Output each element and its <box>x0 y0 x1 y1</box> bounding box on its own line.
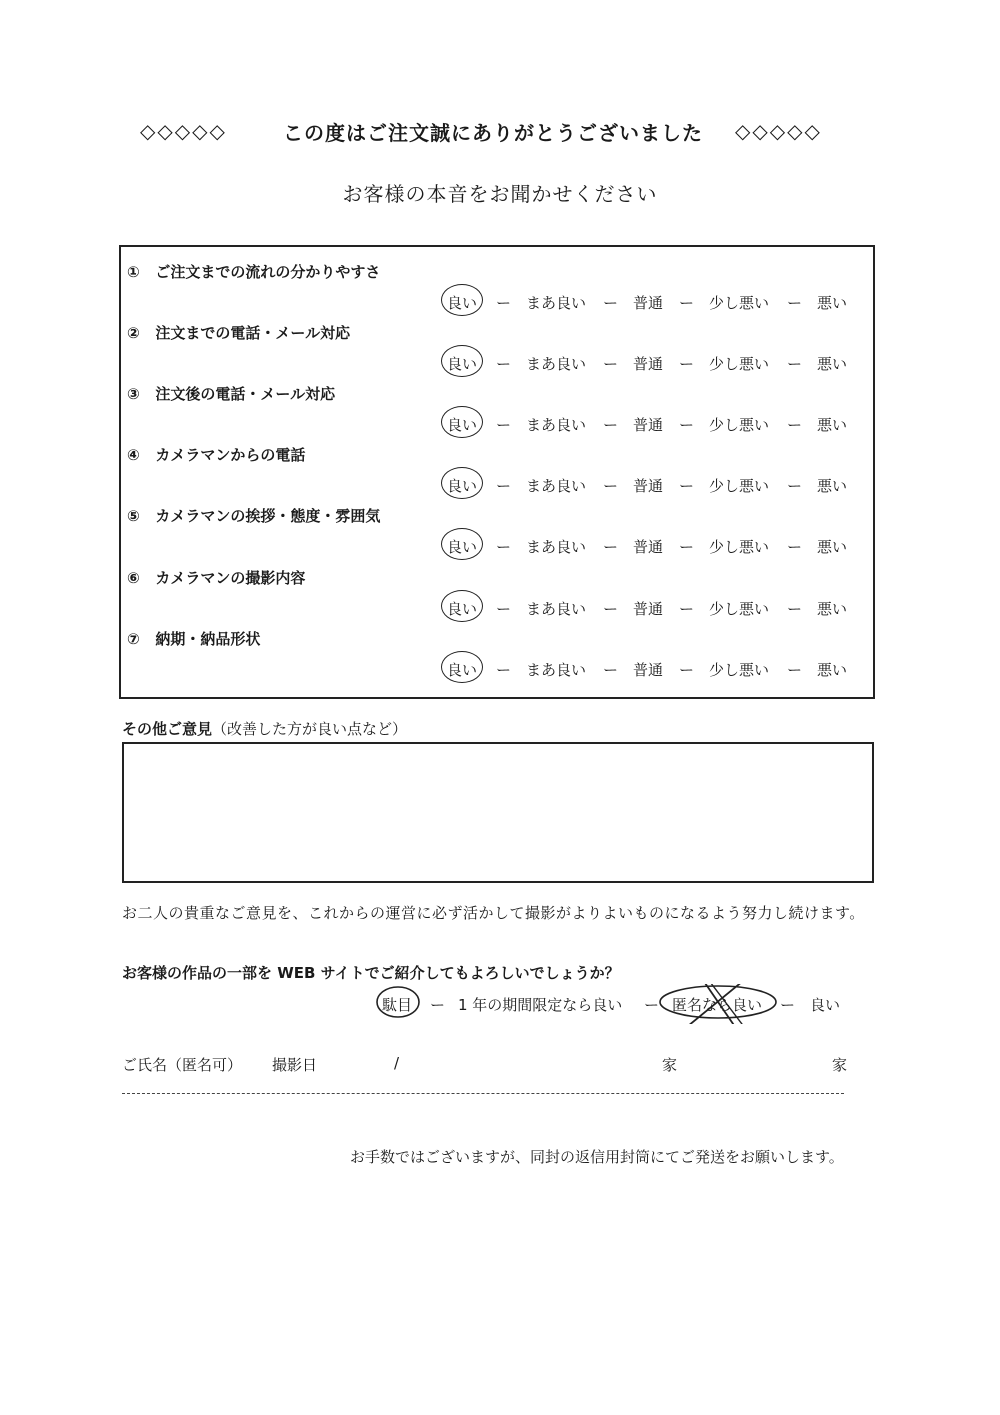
option-yes[interactable]: 良い <box>810 996 841 1014</box>
dash: ー <box>787 477 803 495</box>
rating-row-3 <box>441 406 851 440</box>
question-number: ⑤ <box>127 507 140 525</box>
question-number: ⑥ <box>127 569 140 587</box>
dash: ー <box>603 416 619 434</box>
dash: ー <box>787 416 803 434</box>
option-slightly-bad[interactable]: 少し悪い <box>709 600 770 618</box>
dash: ー <box>603 477 619 495</box>
dash: ー <box>603 294 619 312</box>
option-slightly-bad[interactable]: 少し悪い <box>709 477 770 495</box>
dash: ー <box>496 355 512 373</box>
dash: ー <box>496 477 512 495</box>
dash: ー <box>679 355 695 373</box>
option-bad[interactable]: 悪い <box>817 294 848 312</box>
option-bad[interactable]: 悪い <box>817 538 848 556</box>
question-5 <box>127 505 380 526</box>
question-number: ③ <box>127 385 140 403</box>
question-text: 納期・納品形状 <box>155 630 261 648</box>
dash: ー <box>603 355 619 373</box>
option-bad[interactable]: 悪い <box>817 661 848 679</box>
question-text: カメラマンからの電話 <box>155 446 306 464</box>
shoot-date-label: 撮影日 <box>272 1056 318 1074</box>
option-good[interactable]: 良い <box>447 416 478 434</box>
signature-dashed-line <box>122 1093 844 1094</box>
dash: ー <box>679 661 695 679</box>
dash: ー <box>603 661 619 679</box>
question-3 <box>127 383 335 404</box>
dash: ー <box>679 294 695 312</box>
question-6 <box>127 567 305 588</box>
option-fairly-good[interactable]: まあ良い <box>526 416 587 434</box>
question-1 <box>127 261 380 282</box>
family-name-suffix-2: 家 <box>832 1056 848 1074</box>
option-no[interactable]: 駄目 <box>382 996 413 1014</box>
option-fairly-good[interactable]: まあ良い <box>526 477 587 495</box>
option-anonymous[interactable]: 匿名なら良い <box>672 996 763 1014</box>
family-name-suffix-1: 家 <box>662 1056 678 1074</box>
rating-row-2 <box>441 345 851 379</box>
dash: ー <box>679 600 695 618</box>
rating-row-7 <box>441 651 851 685</box>
dash: ー <box>787 294 803 312</box>
option-fairly-good[interactable]: まあ良い <box>526 355 587 373</box>
option-average[interactable]: 普通 <box>633 477 664 495</box>
dash: ー <box>430 996 446 1014</box>
date-separator: / <box>394 1054 400 1072</box>
option-fairly-good[interactable]: まあ良い <box>526 661 587 679</box>
option-average[interactable]: 普通 <box>633 416 664 434</box>
option-fairly-good[interactable]: まあ良い <box>526 600 587 618</box>
rating-row-1 <box>441 284 851 318</box>
option-fairly-good[interactable]: まあ良い <box>526 538 587 556</box>
dash: ー <box>496 538 512 556</box>
dash: ー <box>679 538 695 556</box>
page-title: この度はご注文誠にありがとうございました <box>283 121 703 145</box>
name-label: ご氏名（匿名可） <box>122 1056 243 1074</box>
dash: ー <box>787 355 803 373</box>
dash: ー <box>603 600 619 618</box>
question-text: 注文までの電話・メール対応 <box>155 324 351 342</box>
question-text: カメラマンの挨拶・態度・雰囲気 <box>155 507 381 525</box>
web-permission-options <box>370 984 860 1024</box>
option-good[interactable]: 良い <box>447 294 478 312</box>
option-bad[interactable]: 悪い <box>817 416 848 434</box>
rating-row-5 <box>441 528 851 562</box>
option-slightly-bad[interactable]: 少し悪い <box>709 416 770 434</box>
option-slightly-bad[interactable]: 少し悪い <box>709 355 770 373</box>
rating-box <box>119 245 875 699</box>
diamonds-right: ◇◇◇◇◇ <box>735 119 822 143</box>
option-good[interactable]: 良い <box>447 538 478 556</box>
web-permission-question: お客様の作品の一部を WEB サイトでご紹介してもよろしいでしょうか？ <box>122 964 620 982</box>
question-4 <box>127 444 305 465</box>
rating-row-4 <box>441 467 851 501</box>
option-good[interactable]: 良い <box>447 661 478 679</box>
subtitle: お客様の本音をお聞かせください <box>342 182 658 206</box>
dash: ー <box>496 661 512 679</box>
question-number: ① <box>127 263 140 281</box>
question-number: ② <box>127 324 140 342</box>
option-bad[interactable]: 悪い <box>817 600 848 618</box>
option-good[interactable]: 良い <box>447 477 478 495</box>
other-opinions-field[interactable] <box>122 742 874 883</box>
question-number: ④ <box>127 446 140 464</box>
other-opinions-heading: その他ご意見 <box>122 720 213 738</box>
option-bad[interactable]: 悪い <box>817 355 848 373</box>
dash: ー <box>787 600 803 618</box>
option-good[interactable]: 良い <box>447 600 478 618</box>
dash: ー <box>780 996 796 1014</box>
question-text: ご注文までの流れの分かりやすさ <box>155 263 381 281</box>
option-fairly-good[interactable]: まあ良い <box>526 294 587 312</box>
option-slightly-bad[interactable]: 少し悪い <box>709 538 770 556</box>
dash: ー <box>644 996 660 1014</box>
option-bad[interactable]: 悪い <box>817 477 848 495</box>
question-7 <box>127 628 260 649</box>
thank-you-note: お二人の貴重なご意見を、これからの運営に必ず活かして撮影がよりよいものになるよう努力し続けます。 <box>122 904 865 922</box>
dash: ー <box>496 600 512 618</box>
option-average[interactable]: 普通 <box>633 600 664 618</box>
dash: ー <box>603 538 619 556</box>
option-average[interactable]: 普通 <box>633 294 664 312</box>
other-opinions-label <box>122 718 407 739</box>
header <box>0 114 1000 148</box>
option-average[interactable]: 普通 <box>633 661 664 679</box>
dash: ー <box>787 661 803 679</box>
question-2 <box>127 322 350 343</box>
question-text: 注文後の電話・メール対応 <box>155 385 336 403</box>
option-slightly-bad[interactable]: 少し悪い <box>709 294 770 312</box>
signature-row <box>122 1054 862 1078</box>
option-one-year-limited[interactable]: 1 年の期間限定なら良い <box>458 996 623 1014</box>
other-opinions-hint: （改善した方が良い点など） <box>212 720 408 738</box>
option-good[interactable]: 良い <box>447 355 478 373</box>
question-text: カメラマンの撮影内容 <box>155 569 306 587</box>
option-slightly-bad[interactable]: 少し悪い <box>709 661 770 679</box>
dash: ー <box>496 294 512 312</box>
dash: ー <box>496 416 512 434</box>
question-number: ⑦ <box>127 630 140 648</box>
diamonds-left: ◇◇◇◇◇ <box>140 119 227 143</box>
dash: ー <box>787 538 803 556</box>
dash: ー <box>679 477 695 495</box>
dash: ー <box>679 416 695 434</box>
option-average[interactable]: 普通 <box>633 538 664 556</box>
option-average[interactable]: 普通 <box>633 355 664 373</box>
footer-note: お手数ではございますが、同封の返信用封筒にてご発送をお願いします。 <box>350 1148 844 1166</box>
rating-row-6 <box>441 590 851 624</box>
